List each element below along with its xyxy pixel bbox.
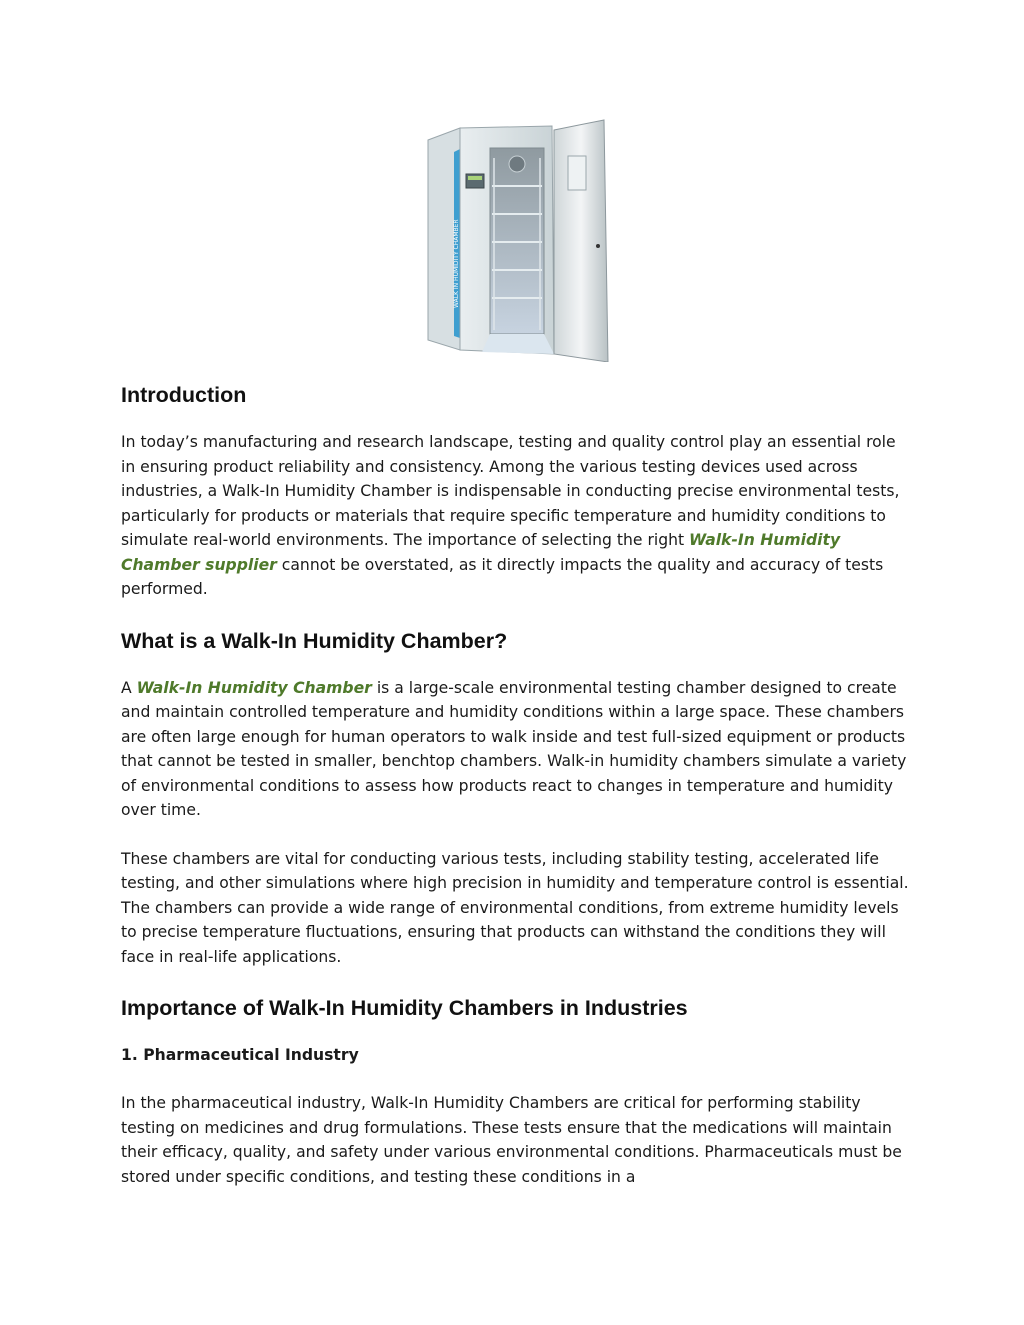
what-is-text-a: A xyxy=(121,678,137,697)
introduction-text-b: cannot be overstated, as it directly impacts the quality and accuracy of tests performed. xyxy=(121,555,884,598)
pharmaceutical-subheading: 1. Pharmaceutical Industry xyxy=(121,1046,359,1064)
importance-heading: Importance of Walk-In Humidity Chambers in Industries xyxy=(121,996,688,1020)
supplier-link[interactable]: Walk-In Humidity Chamber supplier xyxy=(121,531,841,574)
chamber-link[interactable]: Walk-In Humidity Chamber xyxy=(136,678,372,697)
what-is-paragraph-1 xyxy=(121,676,911,823)
what-is-text-b: is a large-scale environmental testing chamber designed to create and maintain controlled temperature and humidity conditions within a large space. These chambers are often large enough for human operators to walk inside and test full-sized equipment or products that cannot be tested in smaller, benchtop chambers. Walk-in humidity chambers simulate a variety of environmental conditions to assess how products react to changes in temperature and humidity over time. xyxy=(121,678,907,819)
introduction-heading: Introduction xyxy=(121,383,247,407)
pharmaceutical-paragraph: In the pharmaceutical industry, Walk-In Humidity Chambers are critical for performing stability testing on medicines and drug formulations. These tests ensure that the medications will maintain their efficacy, quality, and safety under various environmental conditions. Pharmaceuticals must be stored under specific conditions, and testing these conditions in a xyxy=(121,1094,902,1186)
what-is-paragraph-2: These chambers are vital for conducting various tests, including stability testing, accelerated life testing, and other simulations where high precision in humidity and temperature control is essential. The chambers can provide a wide range of environmental conditions, from extreme humidity levels to precise temperature fluctuations, ensuring that products can withstand the conditions they will face in real-life applications. xyxy=(121,849,909,966)
what-is-heading: What is a Walk-In Humidity Chamber? xyxy=(121,628,508,653)
introduction-text-a: In today’s manufacturing and research landscape, testing and quality control play an essential role in ensuring product reliability and consistency. Among the various testing devices used across industries, a Walk-In Humidity Chamber is indispensable in conducting precise environmental tests, particularly for products or materials that require specific temperature and humidity conditions to simulate real-world environments. The importance of selecting the right xyxy=(121,433,900,549)
humidity-chamber-image xyxy=(372,118,656,362)
article-body xyxy=(121,380,911,1189)
introduction-paragraph xyxy=(121,430,911,602)
chamber-side-label: WALK IN HUMIDITY CHAMBER xyxy=(453,219,460,308)
